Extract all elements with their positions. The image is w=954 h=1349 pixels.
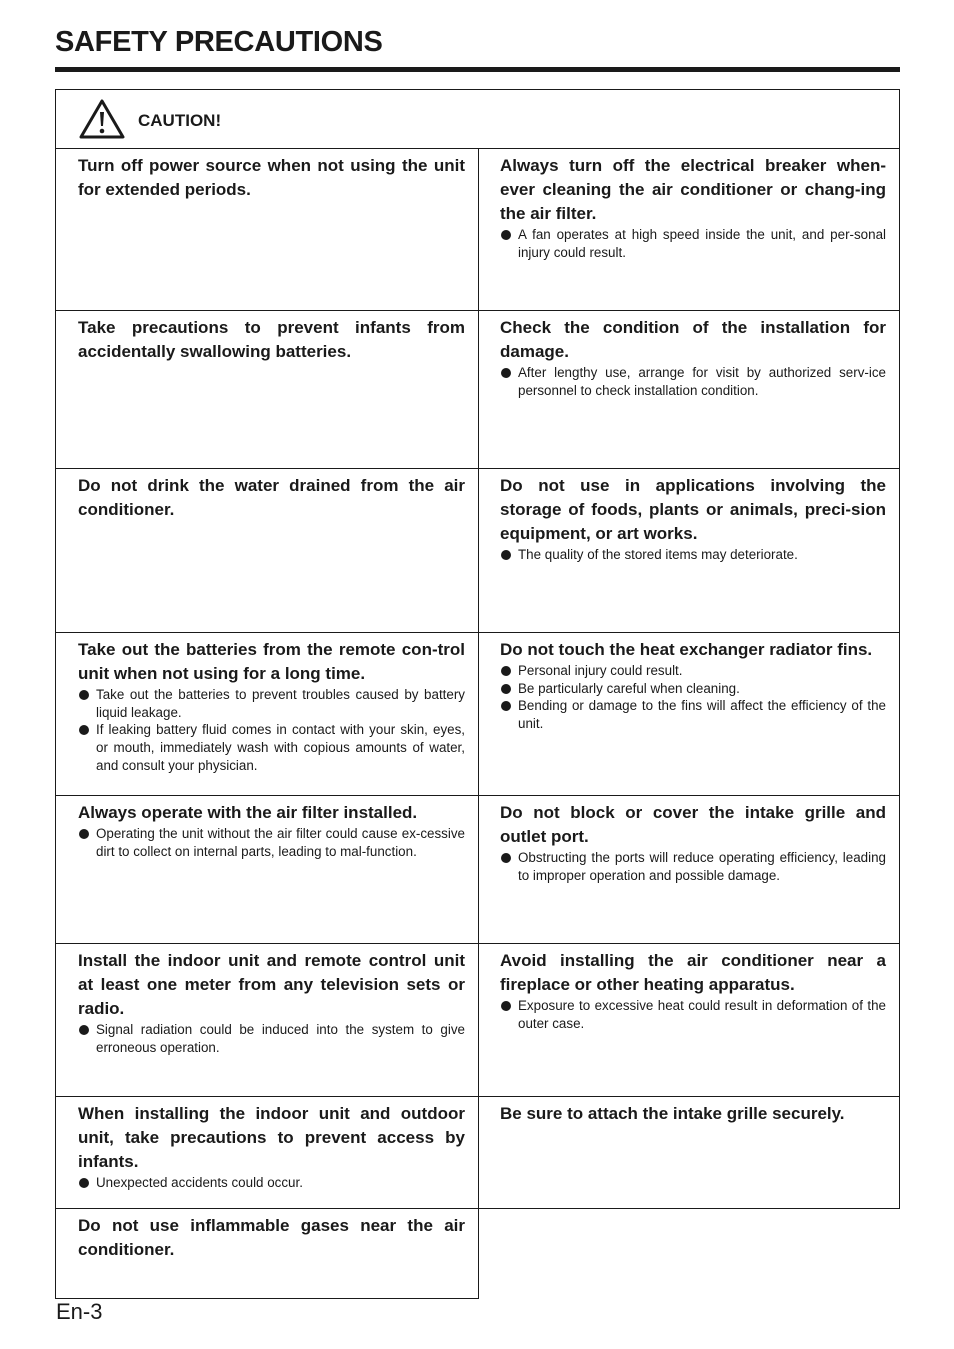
precaution-note [78, 721, 465, 774]
precaution-note-text: Signal radiation could be induced into the system to give erroneous operation. [96, 1022, 465, 1055]
precaution-note [500, 680, 886, 698]
precaution-cell [55, 148, 479, 311]
precaution-note-text: After lengthy use, arrange for visit by authorized serv-ice personnel to check installation condition. [518, 365, 886, 398]
bullet-dot-icon [79, 1178, 89, 1188]
precaution-cell [478, 468, 900, 633]
bullet-dot-icon [501, 1001, 511, 1011]
precaution-notes [500, 997, 886, 1032]
precaution-cell [478, 632, 900, 796]
precaution-heading: When installing the indoor unit and outdoor unit, take precautions to prevent access by infants. [78, 1104, 465, 1171]
precaution-notes [500, 849, 886, 884]
precaution-note [500, 364, 886, 399]
bullet-dot-icon [501, 230, 511, 240]
caution-header [55, 89, 900, 149]
precaution-note-text: Take out the batteries to prevent troubles caused by battery liquid leakage. [96, 687, 465, 720]
precaution-notes [78, 825, 465, 860]
precaution-cell [478, 795, 900, 944]
bullet-dot-icon [501, 701, 511, 711]
precaution-heading: Do not touch the heat exchanger radiator fins. [500, 640, 873, 659]
precaution-heading: Do not drink the water drained from the air conditioner. [78, 476, 465, 519]
page-title: SAFETY PRECAUTIONS [55, 26, 383, 58]
precaution-note-text: A fan operates at high speed inside the unit, and per-sonal injury could result. [518, 227, 886, 260]
precaution-note-text: The quality of the stored items may deteriorate. [518, 547, 798, 562]
precaution-cell [55, 795, 479, 944]
precaution-note-text: Obstructing the ports will reduce operating efficiency, leading to improper operation and possible damage. [518, 850, 886, 883]
precaution-cell [55, 943, 479, 1097]
precaution-heading: Avoid installing the air conditioner near a fireplace or other heating apparatus. [500, 951, 886, 994]
precaution-heading: Do not block or cover the intake grille and outlet port. [500, 803, 886, 846]
precaution-cell [478, 1096, 900, 1209]
precaution-heading: Install the indoor unit and remote control unit at least one meter from any television sets or radio. [78, 951, 465, 1018]
precaution-note-text: Bending or damage to the fins will affect the efficiency of the unit. [518, 698, 886, 732]
precaution-heading: Turn off power source when not using the unit for extended periods. [78, 156, 465, 199]
precaution-cell [55, 310, 479, 469]
precaution-note-text: If leaking battery fluid comes in contact with your skin, eyes, or mouth, immediately wash with copious amounts of water, and consult your physician. [96, 722, 465, 773]
precaution-notes [500, 226, 886, 261]
bullet-dot-icon [79, 1025, 89, 1035]
precaution-note [78, 686, 465, 721]
title-rule [55, 67, 900, 72]
precaution-note [78, 825, 465, 860]
precaution-cell [478, 148, 900, 311]
precaution-notes [500, 546, 886, 564]
precaution-note [500, 849, 886, 884]
bullet-dot-icon [501, 550, 511, 560]
precaution-cell [478, 310, 900, 469]
precaution-note [500, 997, 886, 1032]
precaution-cell [55, 1096, 479, 1209]
precaution-note-text: Unexpected accidents could occur. [96, 1175, 303, 1190]
precaution-note [500, 697, 886, 732]
precaution-cell [55, 468, 479, 633]
precaution-heading: Be sure to attach the intake grille securely. [500, 1104, 845, 1123]
bullet-dot-icon [79, 690, 89, 700]
precaution-notes [78, 1174, 465, 1192]
precaution-note-text: Operating the unit without the air filter could cause ex-cessive dirt to collect on internal parts, leading to mal-function. [96, 826, 465, 859]
precaution-heading: Do not use inflammable gases near the air conditioner. [78, 1216, 465, 1259]
precaution-notes [78, 1021, 465, 1056]
precaution-heading: Always turn off the electrical breaker when-ever cleaning the air conditioner or chang-ing the air filter. [500, 156, 886, 223]
precaution-note [78, 1174, 465, 1192]
precaution-note-text: Be particularly careful when cleaning. [518, 680, 740, 696]
bullet-dot-icon [501, 684, 511, 694]
bullet-dot-icon [79, 725, 89, 735]
precaution-note [500, 662, 886, 680]
bullet-dot-icon [79, 829, 89, 839]
caution-label: CAUTION! [138, 111, 222, 130]
precaution-note [500, 226, 886, 261]
precaution-note [78, 1021, 465, 1056]
precaution-notes [78, 686, 465, 775]
bullet-dot-icon [501, 853, 511, 863]
precaution-heading: Check the condition of the installation for damage. [500, 318, 886, 361]
precaution-notes [500, 662, 886, 733]
precaution-heading: Do not use in applications involving the storage of foods, plants or animals, preci-sion equipment, or art works. [500, 476, 886, 543]
precaution-cell [55, 1208, 479, 1299]
precaution-cell [55, 632, 479, 796]
bullet-dot-icon [501, 666, 511, 676]
precaution-heading: Take precautions to prevent infants from accidentally swallowing batteries. [78, 318, 465, 361]
precaution-notes [500, 364, 886, 399]
precaution-heading: Always operate with the air filter installed. [78, 803, 418, 822]
precaution-note-text: Exposure to excessive heat could result in deformation of the outer case. [518, 998, 886, 1031]
precaution-note-text: Personal injury could result. [518, 663, 683, 678]
precaution-cell [478, 943, 900, 1097]
warning-triangle-icon [78, 98, 126, 140]
bullet-dot-icon [501, 368, 511, 378]
precaution-heading: Take out the batteries from the remote con-trol unit when not using for a long time. [78, 640, 465, 683]
page-number: En-3 [56, 1299, 103, 1324]
precaution-note [500, 546, 886, 564]
